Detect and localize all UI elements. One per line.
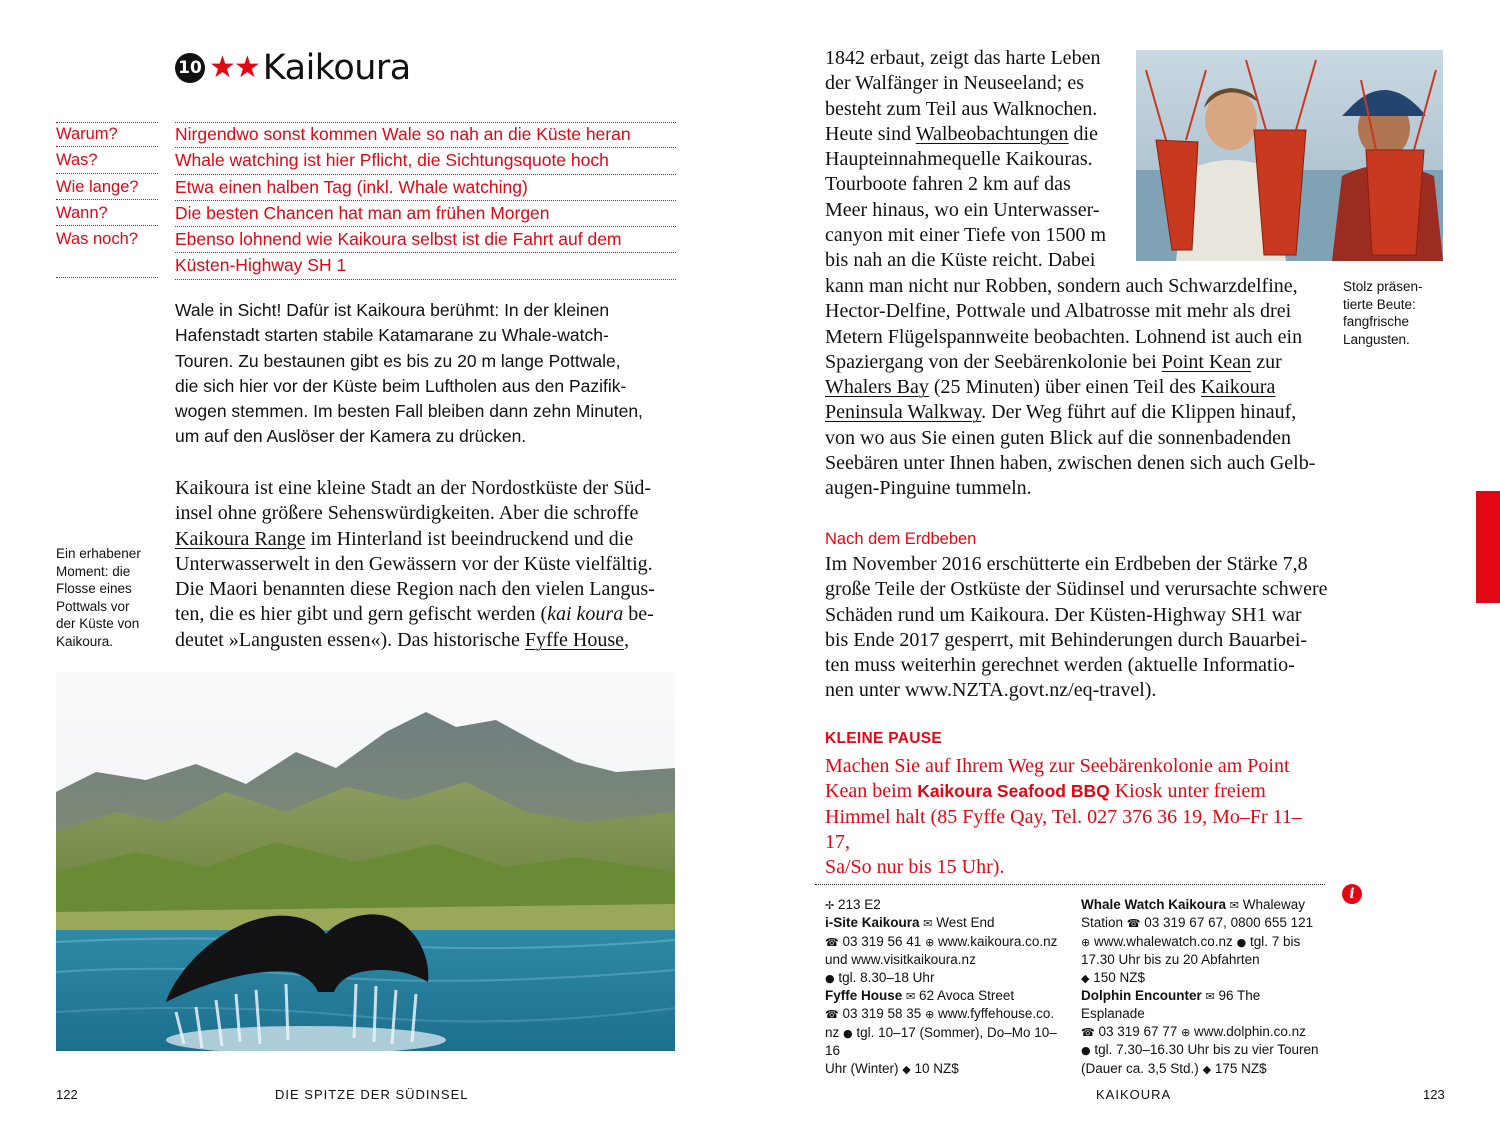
info-column-2	[1081, 896, 1321, 1078]
info-line	[825, 969, 1065, 987]
info-column-1	[825, 896, 1065, 1078]
body-text: im Hinterland ist beeindruckend und die	[305, 527, 634, 550]
page-number-left: 122	[56, 1087, 78, 1102]
mail-icon: ✉	[1205, 990, 1215, 1004]
body-line	[175, 527, 675, 552]
body-line: Sa/So nur bis 15 Uhr).	[825, 856, 1005, 879]
intro-line: die sich hier vor der Küste beim Luftholen aus den Pazifik-	[175, 375, 627, 396]
body-line: Im November 2016 erschütterte ein Erdbeben der Stärke 7,8	[825, 553, 1308, 575]
link-kaikoura-peninsula[interactable]: Kaikoura	[1200, 376, 1276, 399]
body-line	[825, 779, 1315, 804]
caption-line: Langusten.	[1343, 331, 1410, 347]
body-text: Kiosk unter freiem	[1109, 780, 1266, 803]
clock-icon: ●	[1236, 935, 1247, 949]
phone-icon: ☎	[1081, 1025, 1095, 1039]
qa-row	[56, 175, 676, 201]
info-address: West End	[936, 915, 995, 931]
body-line: 1842 erbaut, zeigt das harte Leben	[825, 47, 1101, 69]
body-line: augen-Pinguine tummeln.	[825, 477, 1032, 500]
lobster-photo-caption	[1343, 278, 1443, 348]
body-line: Die Maori benannten diese Region nach den vielen Langus-	[175, 578, 655, 601]
info-address: Station	[1081, 915, 1124, 931]
info-line	[1081, 969, 1321, 987]
mail-icon: ✉	[906, 990, 916, 1004]
info-line: 17.30 Uhr bis zu 20 Abfahrten	[1081, 952, 1260, 968]
qa-answer: Etwa einen halben Tag (inkl. Whale watching)	[175, 175, 676, 201]
body-line: der Walfänger in Neuseeland; es	[825, 72, 1085, 95]
globe-icon: ⊕	[1181, 1025, 1191, 1039]
body-text: Kean beim	[825, 780, 918, 803]
section-heading-erdbeben: Nach dem Erdbeben	[825, 530, 977, 548]
info-line	[1081, 914, 1321, 932]
map-pin-icon: ✢	[825, 899, 835, 912]
info-name: Whale Watch Kaikoura	[1081, 897, 1227, 912]
qa-row	[56, 122, 676, 148]
maori-term: kai koura	[547, 603, 624, 626]
chapter-title-row	[175, 46, 411, 90]
body-text-left	[175, 476, 675, 653]
body-text-right-wide	[825, 274, 1335, 502]
info-line	[825, 933, 1065, 951]
intro-line: Wale in Sicht! Dafür ist Kaikoura berühmt: In der kleinen	[175, 300, 610, 320]
info-line	[825, 914, 1065, 932]
body-line: bis nah an die Küste reicht. Dabei	[825, 249, 1096, 272]
body-text: zur	[1251, 350, 1282, 373]
qa-question: Wann?	[56, 201, 158, 226]
info-line	[825, 1005, 1065, 1023]
info-price: 150 NZ$	[1093, 969, 1146, 985]
info-phone: 03 319 56 41	[842, 933, 922, 949]
caption-line: fangfrische	[1343, 314, 1410, 329]
body-line	[825, 350, 1335, 375]
info-line: und www.visitkaikoura.nz	[825, 952, 976, 968]
qa-answer-line: Küsten-Highway SH 1	[175, 255, 347, 276]
body-text: . Der Weg führt auf die Klippen hinauf,	[981, 401, 1297, 424]
qa-answer: Whale watching ist hier Pflicht, die Sichtungsquote hoch	[175, 148, 676, 174]
chapter-number-badge: 10	[175, 53, 205, 83]
caption-line: Ein erhabener	[56, 546, 141, 561]
body-text-right-top	[825, 46, 1125, 274]
body-line: Hector-Delfine, Pottwale und Albatrosse mit mehr als drei	[825, 300, 1292, 323]
caption-line: Stolz präsen-	[1343, 279, 1423, 294]
body-text: (25 Minuten) über einen Teil des	[928, 376, 1201, 399]
body-line: Metern Flügelspannweite beobachten. Lohnend ist auch ein	[825, 325, 1303, 348]
qa-question: Warum?	[56, 122, 158, 147]
qa-question: Was?	[56, 148, 158, 173]
qa-answer-line: Ebenso lohnend wie Kaikoura selbst ist die Fahrt auf dem	[175, 227, 676, 253]
body-line	[175, 628, 675, 653]
body-line: große Teile der Ostküste der Südinsel und verursachte schwere	[825, 578, 1328, 601]
whale-tail-photo	[56, 672, 675, 1051]
body-line: Tourboote fahren 2 km auf das	[825, 173, 1071, 196]
ticket-icon: ◆	[1081, 971, 1090, 985]
clock-icon: ●	[843, 1026, 853, 1040]
qa-answer: Die besten Chancen hat man am frühen Morgen	[175, 201, 676, 227]
link-point-kean[interactable]: Point Kean	[1161, 350, 1252, 373]
qa-row	[56, 201, 676, 227]
intro-paragraph	[175, 298, 675, 450]
clock-icon: ●	[1081, 1044, 1091, 1058]
running-header-left: DIE SPITZE DER SÜDINSEL	[275, 1087, 469, 1102]
link-fyffe-house[interactable]: Fyffe House	[524, 628, 624, 651]
caption-line: Kaikoura.	[56, 633, 114, 649]
mail-icon: ✉	[923, 917, 933, 931]
phone-icon: ☎	[1126, 917, 1141, 931]
info-hours: tgl. 7.30–16.30 Uhr bis zu vier Touren	[1094, 1042, 1319, 1058]
body-line: von wo aus Sie einen guten Blick auf die sonnenbadenden	[825, 426, 1291, 449]
phone-icon: ☎	[825, 935, 839, 949]
body-line: Haupteinnahmequelle Kaikouras.	[825, 148, 1093, 171]
body-text: ten, die es hier gibt und gern gefischt werden (	[175, 603, 548, 626]
info-hours: tgl. 7 bis	[1249, 933, 1301, 949]
chapter-title: Kaikoura	[262, 48, 411, 88]
body-text: be-	[623, 603, 654, 626]
body-line: Kaikoura ist eine kleine Stadt an der Nordostküste der Süd-	[175, 477, 651, 499]
ticket-icon: ◆	[1202, 1062, 1212, 1076]
link-peninsula-walkway[interactable]: Peninsula Walkway	[825, 401, 982, 424]
body-line: Machen Sie auf Ihrem Weg zur Seebärenkolonie am Point	[825, 755, 1290, 777]
info-icon: i	[1342, 884, 1362, 904]
info-divider	[815, 884, 1325, 885]
info-name: Dolphin Encounter	[1081, 988, 1202, 1004]
info-address: 62 Avoca Street	[919, 988, 1015, 1004]
body-line: Schäden rund um Kaikoura. Der Küsten-Highway SH1 war	[825, 603, 1302, 626]
qa-answer	[175, 227, 676, 280]
caption-line: Moment: die	[56, 563, 131, 579]
qa-question: Wie lange?	[56, 175, 158, 200]
qa-row	[56, 148, 676, 174]
info-address: Whaleway	[1242, 897, 1306, 912]
info-hours: Uhr (Winter)	[825, 1060, 899, 1076]
intro-line: Touren. Zu bestaunen gibt es bis zu 20 m lange Pottwale,	[175, 350, 621, 371]
body-line	[825, 400, 1335, 425]
intro-line: Hafenstadt starten stabile Katamarane zu Whale-watch-	[175, 325, 609, 346]
globe-icon: ⊕	[925, 1008, 935, 1022]
body-line: insel ohne größere Sehenswürdigkeiten. Aber die schroffe	[175, 502, 639, 525]
running-header-right: KAIKOURA	[1096, 1087, 1172, 1102]
kiosk-name: Kaikoura Seafood BBQ	[917, 781, 1110, 802]
info-web: nz	[825, 1024, 840, 1040]
body-line: Meer hinaus, wo ein Unterwasser-	[825, 198, 1100, 221]
body-text: deutet »Langusten essen«). Das historische	[175, 628, 525, 651]
erdbeben-paragraph	[825, 552, 1330, 704]
body-line	[175, 602, 675, 627]
qa-answer: Nirgendwo sonst kommen Wale so nah an die Küste heran	[175, 122, 676, 148]
kleine-pause-heading: KLEINE PAUSE	[825, 730, 942, 747]
info-hours: tgl. 10–17 (Sommer), Do–Mo 10–16	[825, 1024, 1057, 1059]
body-line	[825, 122, 1125, 147]
info-phone: 03 319 67 77	[1098, 1023, 1178, 1039]
body-text: Heute sind	[825, 122, 916, 145]
info-web[interactable]: www.fyffehouse.co.	[938, 1006, 1055, 1022]
page-number-right: 123	[1423, 1087, 1445, 1102]
info-line	[1081, 896, 1321, 914]
globe-icon: ⊕	[1081, 935, 1091, 949]
info-line	[1081, 1041, 1321, 1059]
info-line	[1081, 933, 1321, 951]
body-line: Himmel halt (85 Fyffe Qay, Tel. 027 376 36 19, Mo–Fr 11–17,	[825, 805, 1302, 853]
body-line: kann man nicht nur Robben, sondern auch Schwarzdelfine,	[825, 275, 1298, 297]
body-line: Unterwasserwelt in den Gewässern vor der Küste vielfältig.	[175, 552, 653, 575]
info-web[interactable]: www.whalewatch.co.nz	[1093, 933, 1233, 949]
intro-line: um auf den Auslöser der Kamera zu drücken.	[175, 426, 527, 447]
rating-stars: ★★	[209, 50, 259, 85]
info-line	[825, 896, 1065, 914]
qa-row	[56, 227, 676, 280]
body-line: nen unter www.NZTA.govt.nz/eq-travel).	[825, 679, 1157, 702]
map-reference: 213 E2	[837, 897, 881, 912]
body-line: bis Ende 2017 gesperrt, mit Behinderungen durch Bauarbei-	[825, 628, 1308, 651]
info-line	[825, 1024, 1065, 1060]
whale-photo-caption	[56, 545, 154, 650]
info-line	[1081, 987, 1321, 1023]
info-line	[1081, 1060, 1321, 1078]
info-hours: (Dauer ca. 3,5 Std.)	[1081, 1060, 1199, 1076]
phone-icon: ☎	[825, 1008, 839, 1022]
ticket-icon: ◆	[902, 1062, 911, 1076]
body-line: ten muss weiterhin gerechnet werden (aktuelle Informatio-	[825, 654, 1295, 677]
body-line: Seebären unter Ihnen haben, zwischen denen sich auch Gelb-	[825, 452, 1316, 475]
link-whalers-bay[interactable]: Whalers Bay	[825, 376, 929, 399]
info-phone: 03 319 67 67, 0800 655 121	[1144, 915, 1314, 931]
lobster-photo	[1136, 50, 1443, 261]
intro-line: wogen stemmen. Im besten Fall bleiben dann zehn Minuten,	[175, 401, 643, 422]
kleine-pause-paragraph	[825, 754, 1315, 880]
caption-line: der Küste von	[56, 616, 140, 631]
info-line	[825, 1060, 1065, 1078]
info-name: i-Site Kaikoura	[825, 915, 920, 931]
info-line	[1081, 1023, 1321, 1041]
chapter-thumb-tab	[1476, 491, 1500, 603]
info-address: 96 The Esplanade	[1081, 988, 1261, 1022]
info-hours: tgl. 8.30–18 Uhr	[838, 969, 935, 985]
qa-table	[56, 122, 676, 280]
caption-line: Pottwals vor	[56, 598, 130, 614]
body-line	[825, 375, 1335, 400]
info-line	[825, 987, 1065, 1005]
info-price: 10 NZ$	[914, 1060, 959, 1076]
info-web[interactable]: www.kaikoura.co.nz	[938, 933, 1058, 949]
link-walbeobachtungen[interactable]: Walbeobachtungen	[915, 122, 1069, 145]
caption-line: Flosse eines	[56, 581, 132, 596]
info-price: 175 NZ$	[1214, 1060, 1267, 1076]
body-text: Spaziergang von der Seebärenkolonie bei	[825, 350, 1162, 373]
caption-line: tierte Beute:	[1343, 296, 1416, 312]
body-text: die	[1068, 122, 1098, 145]
link-kaikoura-range[interactable]: Kaikoura Range	[175, 527, 306, 550]
info-web[interactable]: www.dolphin.co.nz	[1194, 1023, 1306, 1039]
info-name: Fyffe House	[825, 988, 903, 1004]
info-phone: 03 319 58 35	[842, 1006, 922, 1022]
body-line: canyon mit einer Tiefe von 1500 m	[825, 224, 1107, 247]
body-line: besteht zum Teil aus Walknochen.	[825, 97, 1098, 120]
globe-icon: ⊕	[925, 935, 935, 949]
mail-icon: ✉	[1229, 899, 1240, 912]
qa-question: Was noch?	[56, 227, 158, 278]
body-text: ,	[623, 628, 629, 651]
clock-icon: ●	[825, 971, 835, 985]
